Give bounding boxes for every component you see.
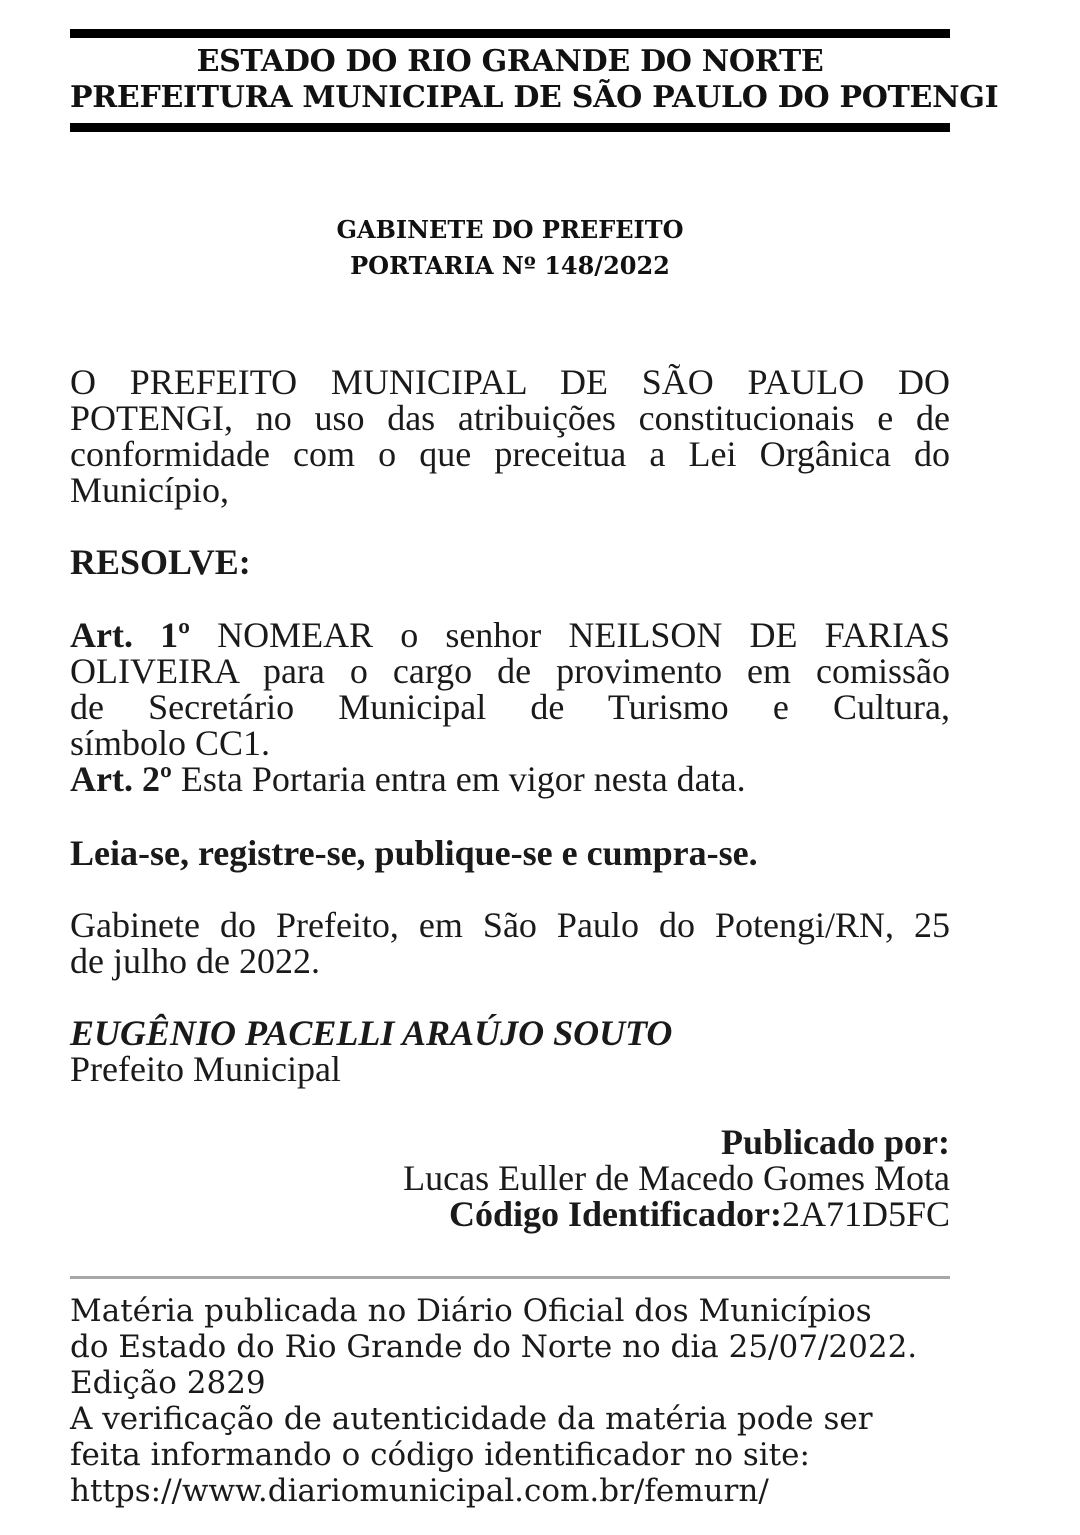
- footer-edition: Edição 2829: [70, 1365, 266, 1401]
- identifier-code-label: Código Identificador:: [448, 1194, 782, 1234]
- header-top-rule: [70, 29, 950, 38]
- article-1-line-1: [70, 617, 950, 653]
- preamble-line-4: Município,: [70, 470, 229, 510]
- identifier-code-line: [70, 1196, 950, 1232]
- article-1-line-4: símbolo CC1.: [70, 723, 271, 763]
- article-1-line-3: de Secretário Municipal de Turismo e Cultura,: [70, 687, 950, 727]
- preamble-line-2: POTENGI, no uso das atribuições constitucionais e de: [70, 398, 950, 438]
- published-by-label: Publicado por:: [720, 1122, 950, 1162]
- closing-formula: Leia-se, registre-se, publique-se e cumpra-se.: [70, 833, 758, 873]
- identifier-code-value: 2A71D5FC: [781, 1194, 950, 1234]
- preamble-line-3: conformidade com o que preceitua a Lei Orgânica do: [70, 434, 950, 474]
- article-1-line-2: OLIVEIRA para o cargo de provimento em comissão: [70, 651, 950, 691]
- article-2: [70, 761, 950, 797]
- header-bottom-rule: [70, 123, 950, 132]
- article-2-label: Art. 2º: [70, 759, 172, 799]
- office-title: GABINETE DO PREFEITO: [336, 215, 684, 244]
- resolve-heading: RESOLVE:: [70, 542, 251, 582]
- article-2-text: Esta Portaria entra em vigor nesta data.: [171, 759, 746, 799]
- signatory-name: EUGÊNIO PACELLI ARAÚJO SOUTO: [70, 1013, 673, 1053]
- signatory-title: Prefeito Municipal: [70, 1049, 341, 1089]
- footer-line-5: feita informando o código identificador no site:: [70, 1437, 810, 1473]
- article-1-text: NOMEAR o senhor NEILSON DE FARIAS: [189, 615, 950, 655]
- footer-line-4: A verificação de autenticidade da matéria pode ser: [70, 1401, 873, 1437]
- footer-url: https://www.diariomunicipal.com.br/femurn/: [70, 1473, 769, 1509]
- article-1-label: Art. 1º: [70, 615, 190, 655]
- header-municipality: PREFEITURA MUNICIPAL DE SÃO PAULO DO POTENGI: [70, 80, 999, 115]
- portaria-number: PORTARIA Nº 148/2022: [350, 251, 670, 280]
- publisher-name: Lucas Euller de Macedo Gomes Mota: [403, 1158, 950, 1198]
- footer-divider: [70, 1276, 950, 1279]
- footer-line-2: do Estado do Rio Grande do Norte no dia 25/07/2022.: [70, 1329, 918, 1365]
- footer-line-1: Matéria publicada no Diário Oficial dos Municípios: [70, 1293, 872, 1329]
- place-date-line-1: Gabinete do Prefeito, em São Paulo do Potengi/RN, 25: [70, 905, 950, 945]
- header-state: ESTADO DO RIO GRANDE DO NORTE: [196, 44, 824, 79]
- preamble-line-1: O PREFEITO MUNICIPAL DE SÃO PAULO DO: [70, 362, 950, 402]
- place-date-line-2: de julho de 2022.: [70, 941, 320, 981]
